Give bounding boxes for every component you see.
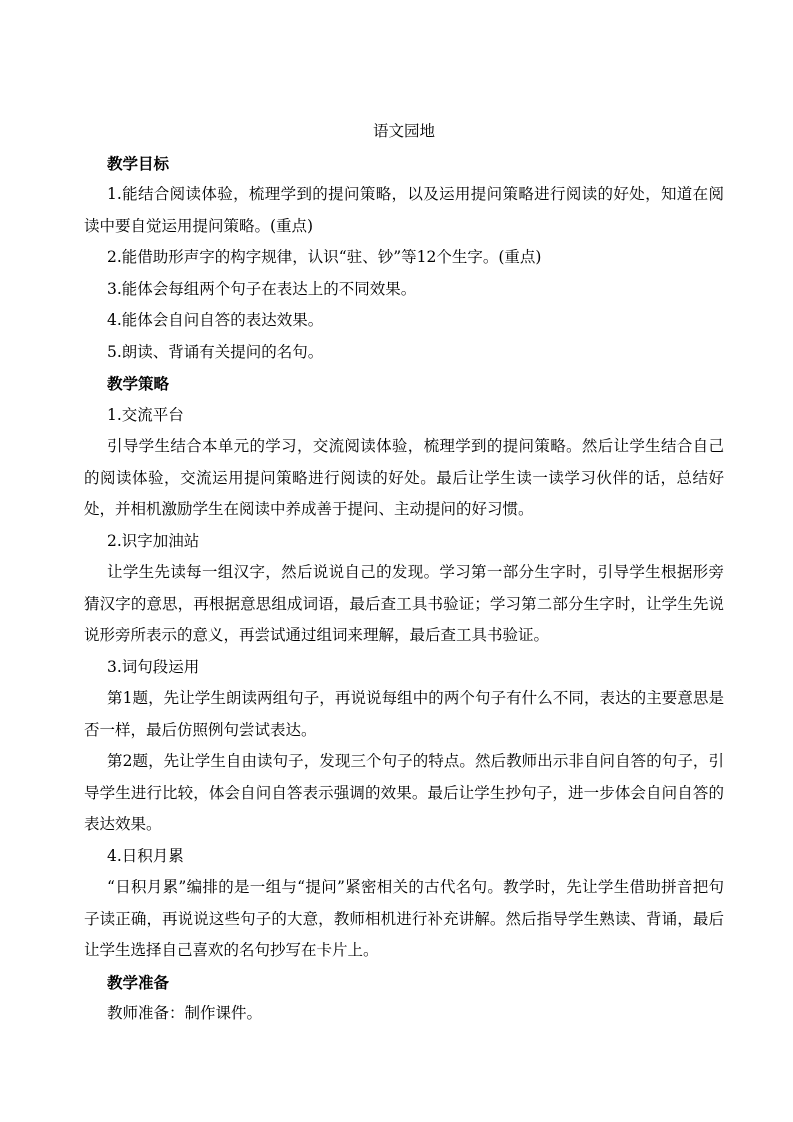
strategy-subheading-2: 2.识字加油站 <box>107 531 200 550</box>
document-body <box>84 116 724 1030</box>
objective-item-1: 1.能结合阅读体验，梳理学到的提问策略，以及运用提问策略进行阅读的好处，知道在阅读中要自觉运用提问策略。(重点) <box>84 185 724 235</box>
strategy-paragraph-1: 引导学生结合本单元的学习，交流阅读体验，梳理学到的提问策略。然后让学生结合自己的阅读体验，交流运用提问策略进行阅读的好处。最后让学生读一读学习伙伴的话，总结好处，并相机激励学生在阅读中养成善于提问、主动提问的好习惯。 <box>84 437 724 518</box>
objective-item-4: 4.能体会自问自答的表达效果。 <box>107 311 324 329</box>
section-heading-objectives: 教学目标 <box>107 153 170 173</box>
strategy-subheading-4: 4.日积月累 <box>107 846 184 865</box>
strategy-paragraph-4: “日积月累”编排的是一组与“提问”紧密相关的古代名句。教学时，先让学生借助拼音把句子读正确，再说说这些句子的大意，教师相机进行补充讲解。然后指导学生熟读、背诵，最后让学生选择自己喜欢的名句抄写在卡片上。 <box>84 878 724 959</box>
strategy-subheading-3: 3.词句段运用 <box>107 657 200 676</box>
preparation-item-1: 教师准备：制作课件。 <box>107 1004 263 1022</box>
objective-item-3: 3.能体会每组两个句子在表达上的不同效果。 <box>107 279 417 298</box>
objective-item-2: 2.能借助形声字的构字规律，认识“驻、钞”等12个生字。(重点) <box>107 248 542 266</box>
strategy-subheading-1: 1.交流平台 <box>107 405 184 424</box>
strategy-paragraph-2: 让学生先读每一组汉字，然后说说自己的发现。学习第一部分生字时，引导学生根据形旁猜汉字的意思，再根据意思组成词语，最后查工具书验证；学习第二部分生字时，让学生先说说形旁所表示的意义，再尝试通过组词来理解，最后查工具书验证。 <box>84 563 724 644</box>
section-heading-strategies: 教学策略 <box>107 374 170 393</box>
strategy-paragraph-3a: 第1题，先让学生朗读两组句子，再说说每组中的两个句子有什么不同，表达的主要意思是否一样，最后仿照例句尝试表达。 <box>84 689 724 739</box>
objective-item-5: 5.朗读、背诵有关提问的名句。 <box>107 342 324 361</box>
document-title: 语文园地 <box>372 122 435 140</box>
strategy-paragraph-3b: 第2题，先让学生自由读句子，发现三个句子的特点。然后教师出示非自问自答的句子，引导学生进行比较，体会自问自答表示强调的效果。最后让学生抄句子，进一步体会自问自答的表达效果。 <box>84 752 724 833</box>
section-heading-preparation: 教学准备 <box>107 972 170 992</box>
